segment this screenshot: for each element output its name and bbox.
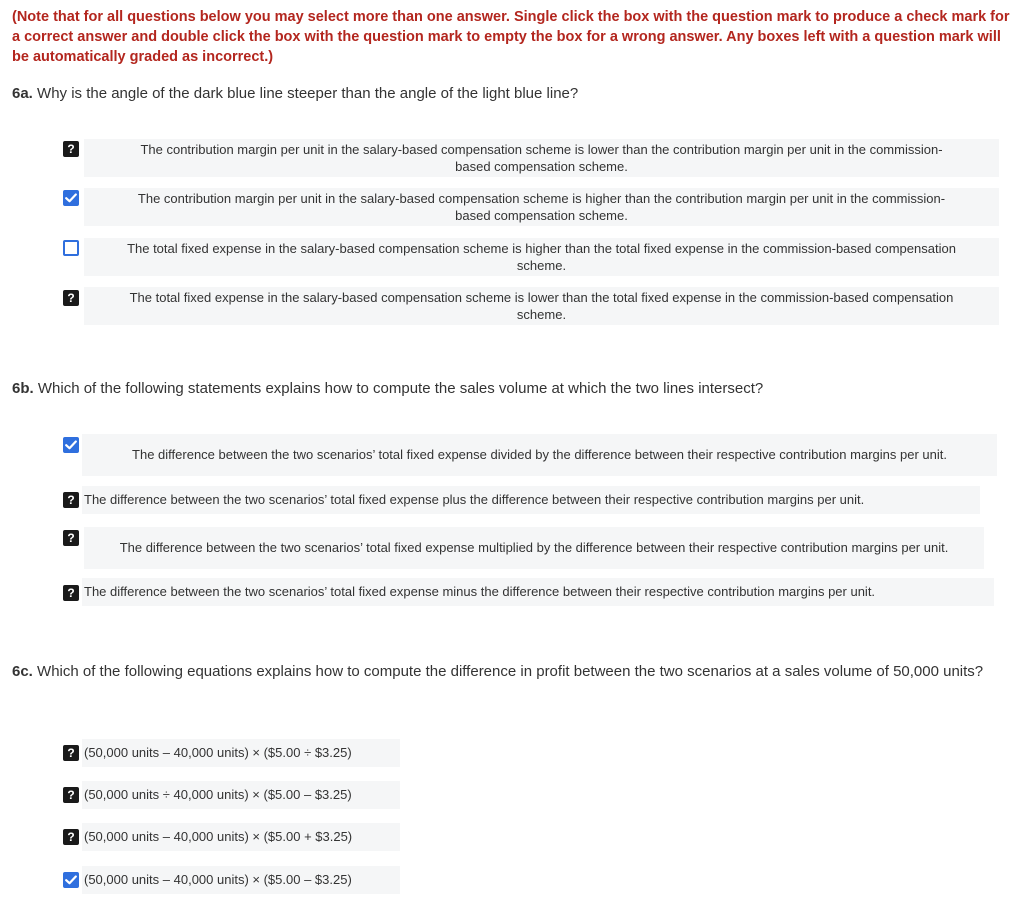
option-6b-4[interactable] bbox=[82, 578, 994, 606]
question-mark-icon: ? bbox=[67, 531, 75, 545]
answer-box-6c-3[interactable] bbox=[63, 829, 79, 845]
option-6a-3-text: The total fixed expense in the salary-based compensation scheme is higher than the total fixed expense in the commission-based compensation scheme. bbox=[127, 240, 956, 273]
option-6b-3-text: The difference between the two scenarios’ total fixed expense multiplied by the difference between their respective contribution margins per unit. bbox=[119, 540, 949, 556]
option-6b-3[interactable] bbox=[84, 527, 984, 569]
option-6c-3-text: (50,000 units – 40,000 units) × ($5.00 + $3.25) bbox=[84, 829, 353, 845]
checkmark-icon bbox=[65, 875, 77, 885]
option-6c-1-text: (50,000 units – 40,000 units) × ($5.00 ÷ $3.25) bbox=[84, 745, 352, 761]
question-mark-icon: ? bbox=[67, 586, 75, 600]
answer-box-6b-4[interactable] bbox=[63, 585, 79, 601]
answer-box-6a-3[interactable] bbox=[63, 240, 79, 256]
option-6c-3[interactable] bbox=[82, 823, 400, 851]
question-mark-icon: ? bbox=[67, 493, 75, 507]
answer-box-6a-1[interactable] bbox=[63, 141, 79, 157]
question-mark-icon: ? bbox=[67, 830, 75, 844]
answer-box-6c-1[interactable] bbox=[63, 745, 79, 761]
answer-box-6a-4[interactable] bbox=[63, 290, 79, 306]
question-6c-number: 6c. bbox=[12, 663, 33, 680]
question-6c-text: Which of the following equations explains how to compute the difference in profit between the two scenarios at a sales volume of 50,000 units? bbox=[37, 663, 984, 680]
answer-box-6b-1[interactable] bbox=[63, 437, 79, 453]
checkmark-icon bbox=[65, 193, 77, 203]
option-6b-2-text: The difference between the two scenarios’ total fixed expense plus the difference between their respective contribution margins per unit. bbox=[84, 492, 865, 508]
option-6c-4-text: (50,000 units – 40,000 units) × ($5.00 – $3.25) bbox=[84, 872, 352, 888]
answer-box-6b-3[interactable] bbox=[63, 530, 79, 546]
question-6a-text: Why is the angle of the dark blue line steeper than the angle of the light blue line? bbox=[37, 85, 579, 102]
question-mark-icon: ? bbox=[67, 142, 75, 156]
option-6b-1[interactable] bbox=[82, 434, 997, 476]
option-6b-2[interactable] bbox=[82, 486, 980, 514]
question-mark-icon: ? bbox=[67, 291, 75, 305]
answer-box-6b-2[interactable] bbox=[63, 492, 79, 508]
question-6b bbox=[12, 379, 763, 399]
question-6c bbox=[12, 662, 1002, 682]
question-mark-icon: ? bbox=[67, 746, 75, 760]
option-6a-3[interactable] bbox=[84, 238, 999, 276]
option-6c-1[interactable] bbox=[82, 739, 400, 767]
option-6a-4-text: The total fixed expense in the salary-based compensation scheme is lower than the total fixed expense in the commission-based compensation scheme. bbox=[129, 289, 954, 322]
checkmark-icon bbox=[65, 440, 77, 450]
option-6a-2-text: The contribution margin per unit in the salary-based compensation scheme is higher than the contribution margin per unit in the commission-based compensation scheme. bbox=[137, 190, 946, 223]
option-6c-2-text: (50,000 units ÷ 40,000 units) × ($5.00 – $3.25) bbox=[84, 787, 352, 803]
option-6a-4[interactable] bbox=[84, 287, 999, 325]
option-6b-4-text: The difference between the two scenarios’ total fixed expense minus the difference between their respective contribution margins per unit. bbox=[84, 584, 876, 600]
question-6a bbox=[12, 84, 578, 104]
question-mark-icon: ? bbox=[67, 788, 75, 802]
option-6a-1[interactable] bbox=[84, 139, 999, 177]
option-6c-4[interactable] bbox=[82, 866, 400, 894]
option-6c-2[interactable] bbox=[82, 781, 400, 809]
answer-box-6a-2[interactable] bbox=[63, 190, 79, 206]
option-6a-1-text: The contribution margin per unit in the salary-based compensation scheme is lower than the contribution margin per unit in the commission-based compensation scheme. bbox=[140, 141, 943, 174]
answer-box-6c-2[interactable] bbox=[63, 787, 79, 803]
answer-box-6c-4[interactable] bbox=[63, 872, 79, 888]
option-6a-2[interactable] bbox=[84, 188, 999, 226]
question-6b-text: Which of the following statements explains how to compute the sales volume at which the two lines intersect? bbox=[37, 380, 764, 397]
option-6b-1-text: The difference between the two scenarios’ total fixed expense divided by the difference between their respective contribution margins per unit. bbox=[132, 447, 947, 463]
question-6b-number: 6b. bbox=[12, 380, 34, 397]
instructions-note: (Note that for all questions below you may select more than one answer. Single click the box with the question mark to produce a check mark for a correct answer and double click the box with the question mark to empty the box for a wrong answer. Any boxes left with a question mark will be automatically graded as incorrect.) bbox=[12, 9, 1010, 65]
question-6a-number: 6a. bbox=[12, 85, 33, 102]
